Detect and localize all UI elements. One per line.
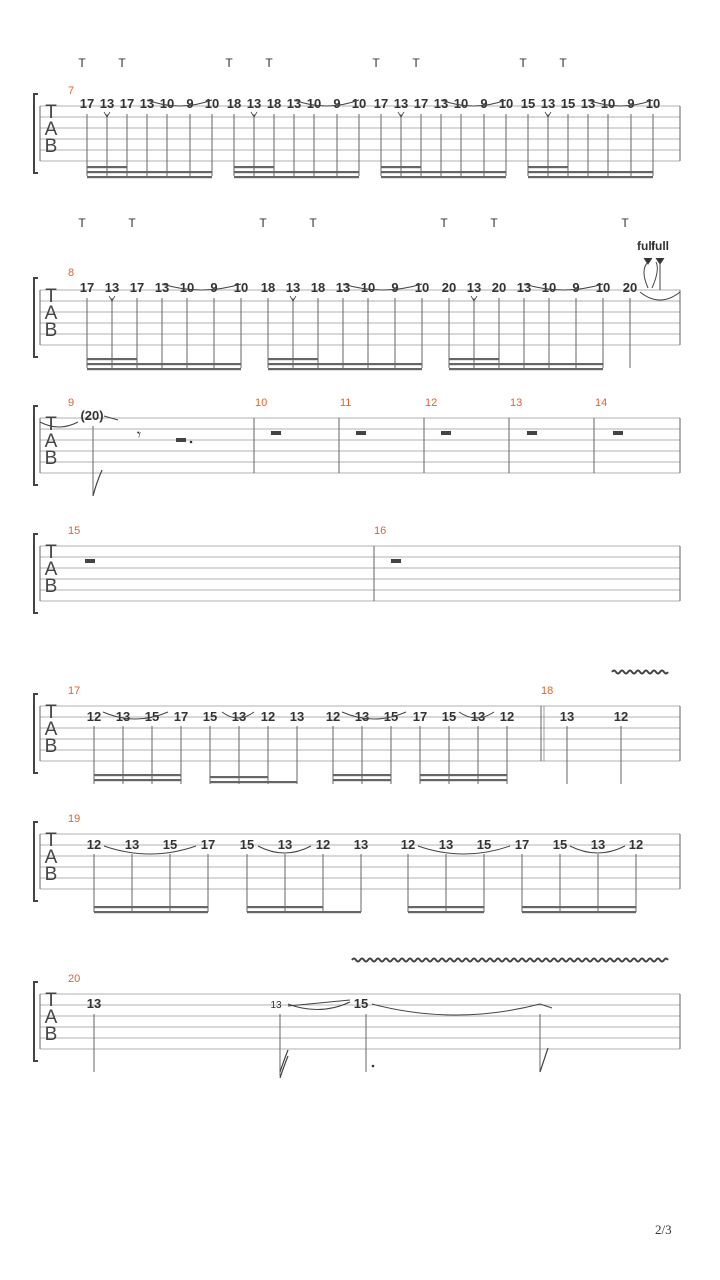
fret-number: 13	[104, 280, 120, 295]
fret-number: 10	[233, 280, 249, 295]
system-2	[34, 216, 680, 370]
beam	[408, 906, 484, 908]
fret-number: 17	[173, 709, 189, 724]
measure-number: 20	[68, 973, 81, 985]
rest-symbol	[176, 438, 186, 442]
fret-number: 13	[470, 709, 486, 724]
system-1	[34, 56, 680, 178]
tie	[372, 1004, 540, 1015]
beam	[234, 176, 359, 178]
rest-symbol	[356, 431, 366, 435]
fret-number: 13	[99, 96, 115, 111]
fret-number: 13	[433, 96, 449, 111]
tab-staff	[34, 694, 680, 773]
rest-symbol	[391, 559, 401, 563]
beam	[449, 358, 499, 360]
slur	[104, 846, 196, 854]
tab-clef-letter: B	[44, 864, 58, 885]
beam	[87, 363, 241, 365]
fret-number: 17	[79, 280, 95, 295]
beam	[528, 171, 653, 173]
rest-symbol: 𝄾	[136, 427, 142, 444]
fret-number: 9	[480, 96, 488, 111]
beam	[87, 368, 241, 370]
fret-number: 10	[453, 96, 469, 111]
rest-symbol	[613, 431, 623, 435]
tab-clef-letter: A	[44, 431, 58, 452]
staff-bracket	[34, 694, 38, 773]
fret-number: 13	[286, 96, 302, 111]
measure-number: 13	[510, 397, 523, 409]
tap-marker: T	[128, 216, 136, 230]
grace-note-fret: 13	[270, 1000, 282, 1011]
fret-number: 18	[226, 96, 242, 111]
flag	[93, 470, 102, 496]
fret-number: 13	[246, 96, 262, 111]
measure-number: 12	[425, 397, 438, 409]
fret-number: 13	[393, 96, 409, 111]
fret-number: 10	[179, 280, 195, 295]
fret-number: 18	[310, 280, 326, 295]
fret-number: 20	[441, 280, 457, 295]
tap-marker: T	[559, 56, 567, 70]
slur	[524, 284, 603, 290]
beam	[87, 166, 127, 168]
beam	[381, 166, 421, 168]
fret-number: 12	[260, 709, 276, 724]
fret-number: 9	[627, 96, 635, 111]
tab-clef-letter: B	[44, 1024, 58, 1045]
beam	[420, 779, 507, 781]
fret-number: 13	[353, 837, 369, 852]
fret-number: 18	[266, 96, 282, 111]
bend-arrow-head	[644, 258, 652, 264]
fret-number: 13	[285, 280, 301, 295]
fret-number: 12	[400, 837, 416, 852]
rest-symbol	[271, 431, 281, 435]
tab-clef-letter: A	[44, 119, 58, 140]
tab-clef-letter: A	[44, 303, 58, 324]
fret-number: 17	[373, 96, 389, 111]
tap-marker: T	[519, 56, 527, 70]
fret-number: 17	[412, 709, 428, 724]
fret-number: 15	[162, 837, 178, 852]
fret-number: 13	[86, 996, 102, 1011]
tap-marker: T	[372, 56, 380, 70]
rest-symbol	[441, 431, 451, 435]
bend-arrow	[652, 262, 657, 288]
fret-number: 13	[590, 837, 606, 852]
beam	[210, 781, 297, 783]
system-3	[34, 397, 680, 496]
tap-marker: T	[225, 56, 233, 70]
beam	[381, 171, 506, 173]
fret-number: 9	[210, 280, 218, 295]
fret-number: 13	[139, 96, 155, 111]
measure-number: 19	[68, 813, 81, 825]
fret-number: 13	[580, 96, 596, 111]
fret-number: 20	[622, 280, 638, 295]
system-4	[34, 525, 680, 613]
staff-bracket	[34, 94, 38, 173]
beam	[94, 906, 208, 908]
tab-clef-letter: T	[45, 542, 57, 563]
beam	[522, 911, 636, 913]
tap-marker: T	[440, 216, 448, 230]
fret-number: 15	[441, 709, 457, 724]
rest-symbol	[527, 431, 537, 435]
staff-bracket	[34, 982, 38, 1061]
tap-marker: T	[490, 216, 498, 230]
beam	[268, 358, 318, 360]
beam	[528, 166, 568, 168]
tab-clef-letter: T	[45, 286, 57, 307]
fret-number: 15	[520, 96, 536, 111]
fret-number: 17	[200, 837, 216, 852]
vibrato-wave	[612, 671, 668, 674]
fret-number: 12	[325, 709, 341, 724]
tap-marker: T	[259, 216, 267, 230]
fret-number: 20	[491, 280, 507, 295]
staff-bracket	[34, 534, 38, 613]
beam	[522, 906, 636, 908]
tab-clef-letter: T	[45, 830, 57, 851]
fret-number: 12	[315, 837, 331, 852]
slur	[441, 100, 506, 106]
beam	[333, 774, 391, 776]
fret-number: 12	[499, 709, 515, 724]
fret-number: 15	[144, 709, 160, 724]
tab-clef-letter: B	[44, 320, 58, 341]
beam	[247, 906, 323, 908]
fret-number: 13	[154, 280, 170, 295]
dot	[190, 441, 193, 444]
beam	[234, 171, 359, 173]
fret-number: 10	[541, 280, 557, 295]
tab-clef-letter: B	[44, 136, 58, 157]
bend-label: full	[637, 239, 655, 253]
tap-marker: T	[78, 56, 86, 70]
fret-number: 15	[353, 996, 369, 1011]
fret-number: 9	[333, 96, 341, 111]
fret-number: 13	[516, 280, 532, 295]
tab-clef-letter: T	[45, 702, 57, 723]
fret-number: 12	[628, 837, 644, 852]
fret-number: 10	[595, 280, 611, 295]
measure-number: 9	[68, 397, 75, 409]
beam	[210, 776, 268, 778]
measure-number: 14	[595, 397, 608, 409]
fret-number: 17	[514, 837, 530, 852]
tab-clef-letter: A	[44, 559, 58, 580]
fret-number: 13	[540, 96, 556, 111]
tab-clef-letter: T	[45, 990, 57, 1011]
measure-number: 8	[68, 267, 75, 279]
tab-clef-letter: A	[44, 719, 58, 740]
fret-number: 17	[129, 280, 145, 295]
tap-marker: T	[412, 56, 420, 70]
slur	[294, 100, 359, 106]
flag	[280, 1050, 288, 1072]
beam	[449, 363, 603, 365]
fret-number: 13	[115, 709, 131, 724]
tab-staff	[34, 982, 680, 1061]
slur	[588, 100, 653, 106]
bend-arrow-head	[656, 258, 664, 264]
beam	[94, 911, 208, 913]
fret-number: 10	[645, 96, 661, 111]
fret-number: 15	[239, 837, 255, 852]
beam	[94, 774, 181, 776]
beam	[381, 176, 506, 178]
slur	[343, 284, 422, 290]
system-6	[34, 813, 680, 913]
measure-number: 7	[68, 85, 75, 97]
tab-clef-letter: T	[45, 414, 57, 435]
fret-number: 13	[289, 709, 305, 724]
slur	[418, 846, 510, 854]
fret-number: 15	[383, 709, 399, 724]
beam	[234, 166, 274, 168]
fret-number: 18	[260, 280, 276, 295]
fret-number: 10	[159, 96, 175, 111]
fret-number: 9	[186, 96, 194, 111]
tap-marker: T	[118, 56, 126, 70]
beam	[87, 171, 212, 173]
fret-number: 9	[572, 280, 580, 295]
fret-number: 15	[560, 96, 576, 111]
fret-number: 17	[119, 96, 135, 111]
vibrato-wave	[352, 959, 668, 962]
tap-marker: T	[78, 216, 86, 230]
beam	[94, 779, 181, 781]
tap-marker: T	[309, 216, 317, 230]
fret-number: 15	[476, 837, 492, 852]
measure-number: 18	[541, 685, 554, 697]
tab-clef-letter: A	[44, 847, 58, 868]
fret-number: 10	[360, 280, 376, 295]
staff-bracket	[34, 822, 38, 901]
page-number: 2/3	[655, 1222, 672, 1237]
fret-number: 9	[391, 280, 399, 295]
beam	[247, 911, 361, 913]
fret-number: 13	[466, 280, 482, 295]
tab-clef-letter: B	[44, 448, 58, 469]
fret-number: 10	[204, 96, 220, 111]
tab-clef-letter: T	[45, 102, 57, 123]
measure-number: 16	[374, 525, 387, 537]
tap-marker: T	[621, 216, 629, 230]
beam	[528, 176, 653, 178]
beam	[420, 774, 507, 776]
fret-number: (20)	[80, 408, 104, 423]
beam	[87, 176, 212, 178]
fret-number: 13	[438, 837, 454, 852]
bend-label: full	[651, 239, 669, 253]
fret-number: 10	[498, 96, 514, 111]
fret-number: 17	[79, 96, 95, 111]
fret-number: 10	[306, 96, 322, 111]
system-5	[34, 671, 680, 785]
measure-number: 17	[68, 685, 81, 697]
fret-number: 13	[335, 280, 351, 295]
fret-number: 12	[86, 837, 102, 852]
fret-number: 15	[552, 837, 568, 852]
bend-arrow	[644, 262, 648, 288]
beam	[408, 911, 484, 913]
dot	[372, 1065, 375, 1068]
tab-clef-letter: B	[44, 736, 58, 757]
system-7	[34, 959, 680, 1079]
fret-number: 12	[86, 709, 102, 724]
fret-number: 10	[351, 96, 367, 111]
fret-number: 13	[277, 837, 293, 852]
fret-number: 12	[613, 709, 629, 724]
staff-bracket	[34, 278, 38, 357]
tab-staff	[34, 534, 680, 613]
measure-number: 15	[68, 525, 81, 537]
tab-staff	[34, 822, 680, 901]
rest-symbol	[85, 559, 95, 563]
tab-staff	[34, 406, 680, 485]
beam	[333, 779, 391, 781]
slur	[147, 100, 212, 106]
tab-clef-letter: A	[44, 1007, 58, 1028]
measure-number: 10	[255, 397, 268, 409]
fret-number: 13	[354, 709, 370, 724]
staff-bracket	[34, 406, 38, 485]
fret-number: 13	[231, 709, 247, 724]
fret-number: 10	[600, 96, 616, 111]
slur	[640, 292, 680, 300]
fret-number: 13	[559, 709, 575, 724]
fret-number: 10	[414, 280, 430, 295]
fret-number: 17	[413, 96, 429, 111]
beam	[268, 363, 422, 365]
fret-number: 15	[202, 709, 218, 724]
beam	[449, 368, 603, 370]
tap-marker: T	[265, 56, 273, 70]
beam	[87, 358, 137, 360]
measure-number: 11	[340, 397, 352, 409]
slur	[162, 284, 241, 290]
fret-number: 13	[124, 837, 140, 852]
beam	[268, 368, 422, 370]
tab-clef-letter: B	[44, 576, 58, 597]
flag	[540, 1048, 548, 1072]
